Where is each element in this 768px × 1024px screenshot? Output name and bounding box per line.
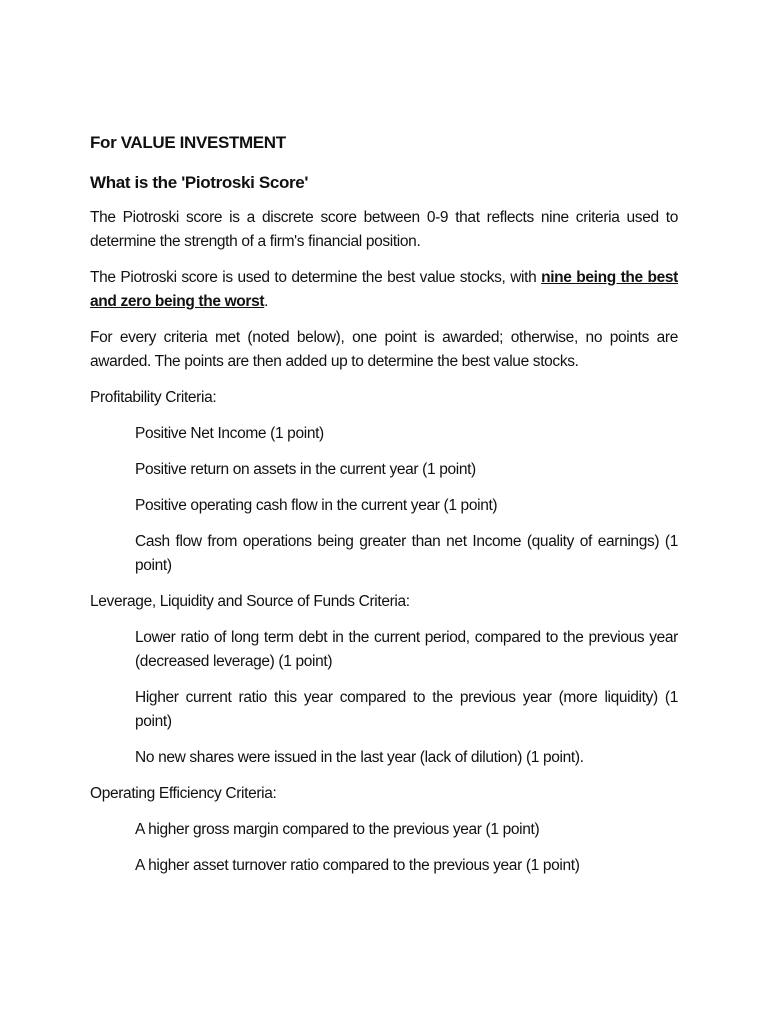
criteria-item: Positive return on assets in the current year (1 point): [135, 461, 476, 478]
operating-efficiency-criteria-label: Operating Efficiency Criteria:: [90, 785, 277, 802]
criteria-item: A higher gross margin compared to the previous year (1 point): [135, 821, 540, 838]
criteria-item: Positive Net Income (1 point): [135, 425, 324, 442]
criteria-item: Higher current ratio this year compared to the previous year (more liquidity) (1 point): [135, 689, 678, 730]
points-paragraph: For every criteria met (noted below), one point is awarded; otherwise, no points are awarded. The points are then added up to determine the best value stocks.: [90, 329, 678, 370]
leverage-criteria-label: Leverage, Liquidity and Source of Funds Criteria:: [90, 593, 410, 610]
criteria-item: A higher asset turnover ratio compared to the previous year (1 point): [135, 857, 580, 874]
usage-paragraph: [90, 266, 678, 314]
usage-text-after: .: [264, 293, 269, 310]
criteria-item: Cash flow from operations being greater than net Income (quality of earnings) (1 point): [135, 533, 678, 574]
document-heading: For VALUE INVESTMENT: [90, 133, 286, 152]
usage-text-before: The Piotroski score is used to determine the best value stocks, with: [90, 269, 542, 286]
intro-paragraph: The Piotroski score is a discrete score between 0-9 that reflects nine criteria used to determine the strength of a firm's financial position.: [90, 209, 678, 250]
criteria-item: Lower ratio of long term debt in the current period, compared to the previous year (decreased leverage) (1 point): [135, 629, 678, 670]
profitability-criteria-label: Profitability Criteria:: [90, 389, 217, 406]
document-page: [90, 130, 678, 890]
criteria-item: No new shares were issued in the last year (lack of dilution) (1 point).: [135, 749, 584, 766]
section-title: What is the 'Piotroski Score': [90, 173, 309, 192]
usage-emphasis: nine being the best and zero being the worst: [90, 269, 678, 310]
criteria-item: Positive operating cash flow in the current year (1 point): [135, 497, 498, 514]
